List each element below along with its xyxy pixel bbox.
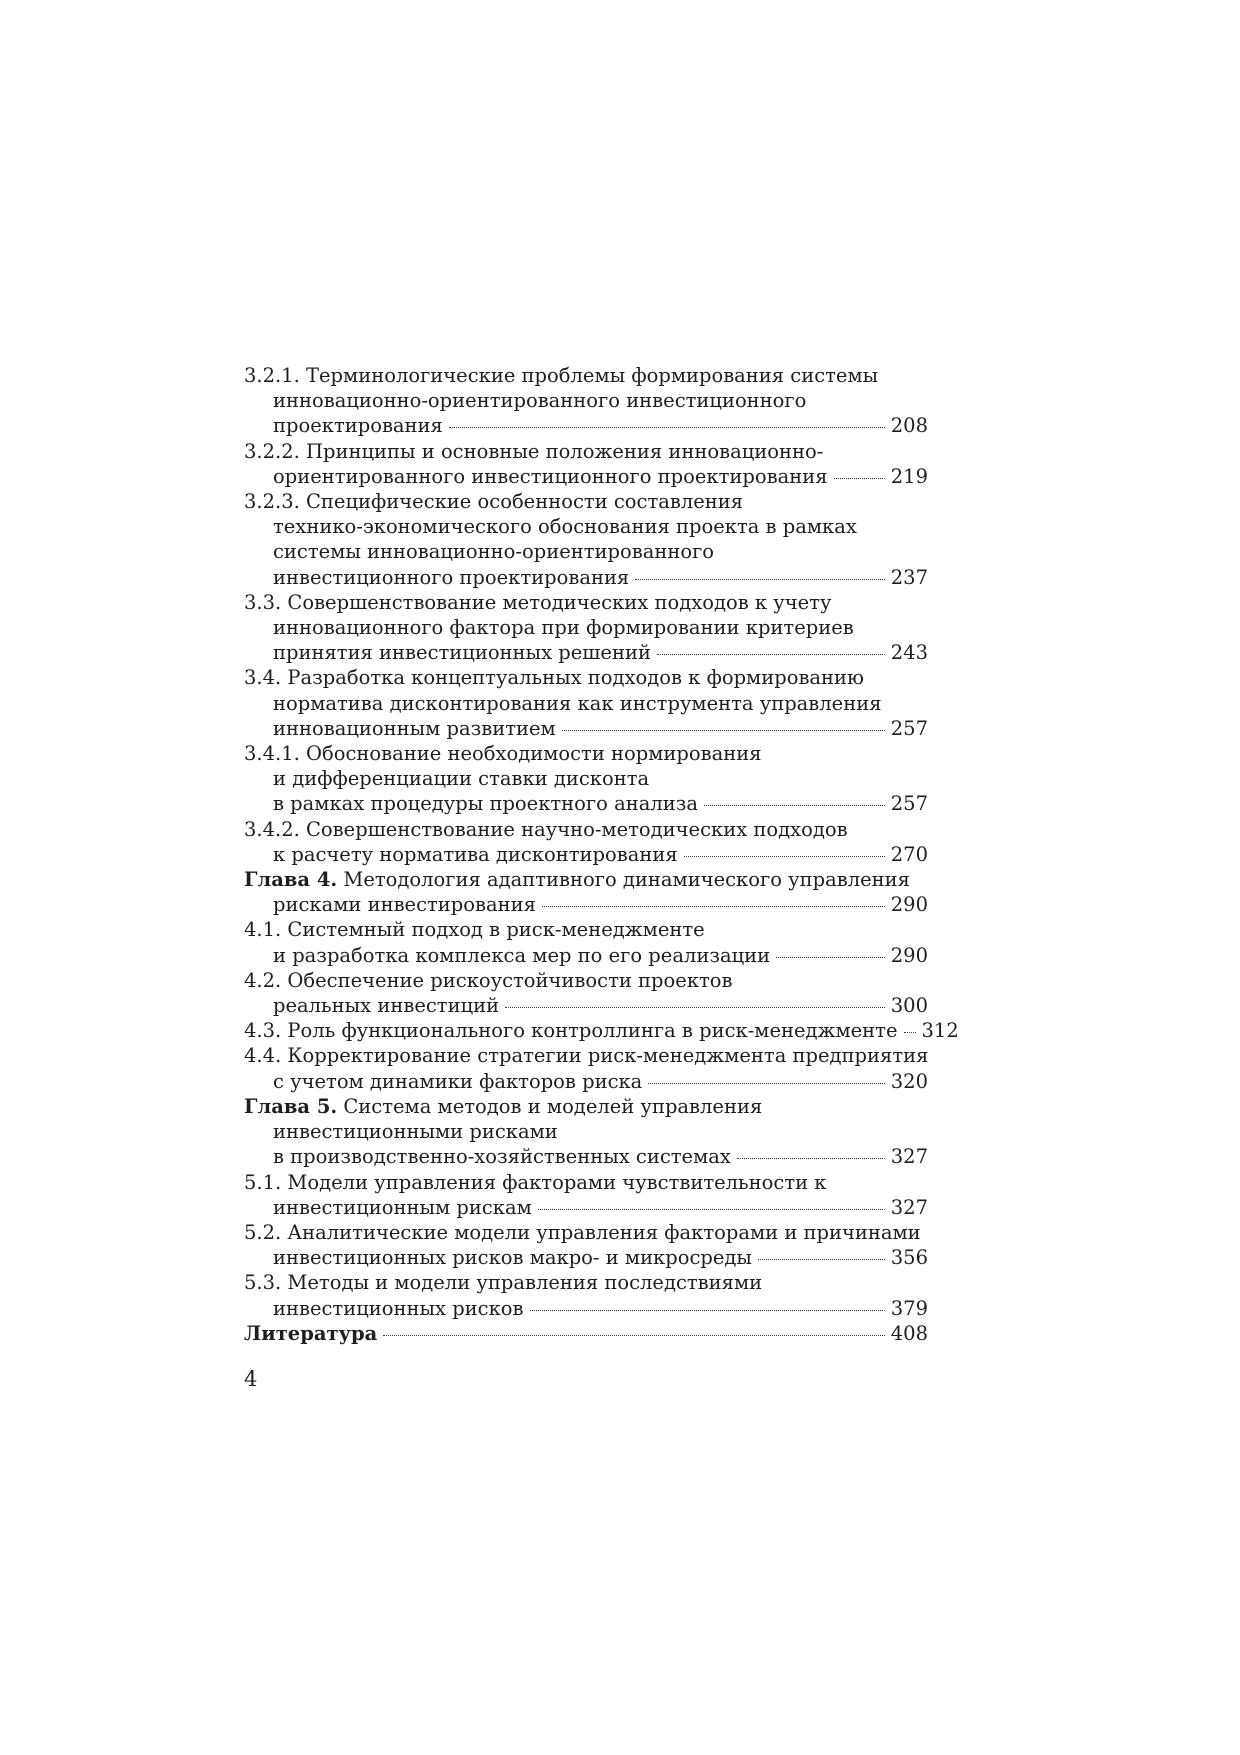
toc-entry[interactable] — [244, 363, 928, 439]
toc-entry-line: в рамках процедуры проектного анализа — [273, 792, 698, 816]
toc-entry[interactable] — [244, 817, 928, 867]
table-of-contents — [244, 363, 959, 1346]
toc-page-number: 243 — [890, 641, 928, 665]
toc-entry-line: системы инновационно-ориентированного — [273, 540, 715, 564]
toc-entry[interactable] — [244, 489, 928, 590]
toc-entry-line: инвестиционными рисками — [273, 1120, 558, 1144]
toc-page-number: 237 — [890, 565, 928, 589]
toc-page-number: 408 — [890, 1321, 928, 1345]
dot-leader — [684, 856, 885, 857]
toc-page-number: 208 — [890, 414, 928, 438]
toc-page-number: 290 — [890, 943, 928, 967]
toc-entry-line: 5.1. Модели управления факторами чувствительности к — [244, 1170, 827, 1194]
dot-leader — [635, 579, 885, 580]
toc-entry[interactable] — [244, 665, 928, 741]
toc-entry[interactable] — [244, 439, 928, 489]
toc-page-number: 379 — [890, 1296, 928, 1320]
toc-page-number: 257 — [890, 792, 928, 816]
toc-entry[interactable] — [244, 1170, 928, 1220]
toc-entry[interactable] — [244, 1018, 959, 1043]
toc-page-number: 312 — [921, 1019, 959, 1043]
dot-leader — [648, 1083, 884, 1084]
dot-leader — [530, 1310, 885, 1311]
toc-entry-line: проектирования — [273, 414, 443, 438]
toc-page-number: 300 — [890, 994, 928, 1018]
toc-entry[interactable] — [244, 590, 928, 666]
toc-entry-line: в производственно-хозяйственных системах — [273, 1145, 731, 1169]
toc-entry-line: 5.2. Аналитические модели управления факторами и причинами — [244, 1220, 921, 1244]
toc-entry-line: 3.3. Совершенствование методических подходов к учету — [244, 590, 832, 614]
toc-page-number: 320 — [890, 1069, 928, 1093]
toc-entry-line: норматива дисконтирования как инструмента управления — [273, 691, 882, 715]
page-number: 4 — [244, 1367, 258, 1391]
dot-leader — [383, 1335, 884, 1336]
toc-page-number: 257 — [890, 716, 928, 740]
toc-entry[interactable] — [244, 1220, 928, 1270]
chapter-label: Глава 4. — [244, 868, 338, 892]
toc-entry-line: 3.4.2. Совершенствование научно-методических подходов — [244, 817, 848, 841]
dot-leader — [904, 1032, 916, 1033]
dot-leader — [758, 1259, 885, 1260]
toc-entry-line: инновационного фактора при формировании критериев — [273, 616, 854, 640]
toc-entry-line: 3.4.1. Обоснование необходимости нормирования — [244, 742, 762, 766]
toc-page-number: 356 — [890, 1246, 928, 1270]
toc-entry-line: с учетом динамики факторов риска — [273, 1069, 643, 1093]
toc-entry-line: инвестиционных рисков — [273, 1296, 524, 1320]
toc-page-number: 290 — [890, 893, 928, 917]
toc-entry-line: 3.2.2. Принципы и основные положения инновационно- — [244, 439, 824, 463]
toc-entry-line: 3.2.3. Специфические особенности составления — [244, 490, 744, 514]
toc-entry[interactable] — [244, 1043, 928, 1093]
dot-leader — [538, 1209, 885, 1210]
toc-entry-line: Система методов и моделей управления — [337, 1094, 763, 1118]
toc-page-number: 327 — [890, 1145, 928, 1169]
toc-entry-line: 4.3. Роль функционального контроллинга в риск-менеджменте — [244, 1019, 898, 1043]
toc-page-number: 219 — [890, 464, 928, 488]
toc-chapter-entry[interactable] — [244, 867, 928, 917]
toc-entry[interactable] — [244, 741, 928, 817]
toc-entry-line: инновационным развитием — [273, 716, 556, 740]
dot-leader — [562, 730, 885, 731]
toc-entry[interactable] — [244, 917, 928, 967]
toc-entry-line: принятия инвестиционных решений — [273, 641, 651, 665]
dot-leader — [505, 1007, 885, 1008]
toc-entry-line: Методология адаптивного динамического управления — [337, 868, 910, 892]
toc-entry-line: инвестиционного проектирования — [273, 565, 630, 589]
toc-page-number: 327 — [890, 1195, 928, 1219]
dot-leader — [657, 654, 885, 655]
literature-label: Литература — [244, 1321, 378, 1345]
toc-entry-line: 4.4. Корректирование стратегии риск-менеджмента предприятия — [244, 1044, 929, 1068]
dot-leader — [704, 805, 885, 806]
toc-entry-line: инновационно-ориентированного инвестиционного — [273, 389, 807, 413]
toc-entry[interactable] — [244, 1270, 928, 1320]
toc-entry-line: 4.2. Обеспечение рискоустойчивости проектов — [244, 968, 733, 992]
toc-entry[interactable] — [244, 968, 928, 1018]
dot-leader — [776, 957, 885, 958]
toc-entry-line: 4.1. Системный подход в риск-менеджменте — [244, 918, 705, 942]
toc-page-number: 270 — [890, 842, 928, 866]
toc-entry-line: рисками инвестирования — [273, 893, 536, 917]
toc-entry-line: и разработка комплекса мер по его реализации — [273, 943, 771, 967]
toc-entry-line: 3.2.1. Терминологические проблемы формирования системы — [244, 364, 879, 387]
toc-entry-line: к расчету норматива дисконтирования — [273, 842, 678, 866]
toc-entry-line: 3.4. Разработка концептуальных подходов к формированию — [244, 666, 865, 690]
dot-leader — [834, 478, 885, 479]
toc-chapter-entry[interactable] — [244, 1094, 928, 1170]
toc-entry-line: технико-экономического обоснования проекта в рамках — [273, 515, 857, 539]
dot-leader — [737, 1158, 885, 1159]
toc-entry-line: 5.3. Методы и модели управления последствиями — [244, 1271, 763, 1295]
dot-leader — [542, 906, 885, 907]
chapter-label: Глава 5. — [244, 1094, 338, 1118]
toc-entry-line: ориентированного инвестиционного проектирования — [273, 464, 828, 488]
toc-entry-line: инвестиционных рисков макро- и микросреды — [273, 1246, 752, 1270]
toc-entry-line: реальных инвестиций — [273, 994, 500, 1018]
toc-chapter-entry[interactable] — [244, 1321, 928, 1346]
toc-entry-line: и дифференциации ставки дисконта — [273, 767, 650, 791]
toc-entry-line: инвестиционным рискам — [273, 1195, 532, 1219]
dot-leader — [449, 427, 885, 428]
